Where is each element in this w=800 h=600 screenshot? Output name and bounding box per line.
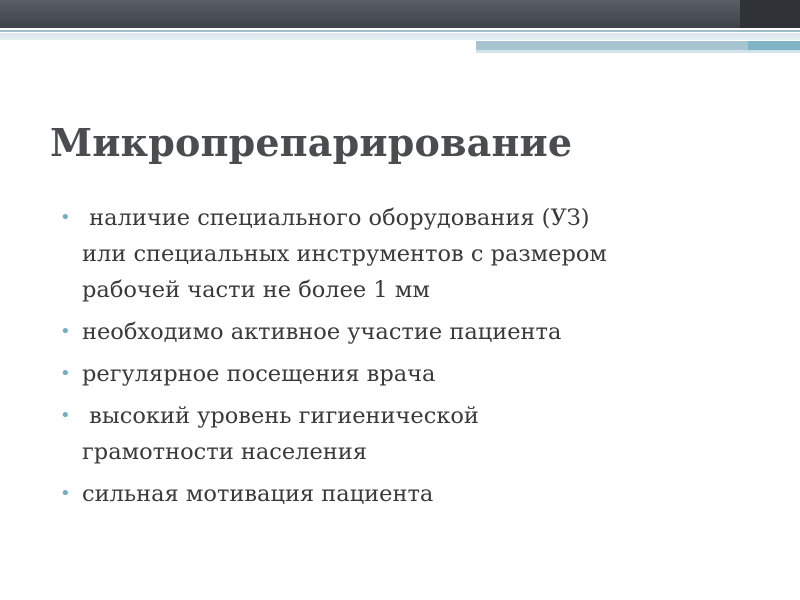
bullet-dot-icon: • (60, 483, 71, 504)
header-cyan-accent (748, 41, 800, 50)
bullet-text: высокий уровень гигиенической грамотности населения (82, 403, 479, 465)
bullet-item-equipment (58, 200, 748, 308)
bullet-dot-icon: • (60, 207, 71, 228)
bullet-text: необходимо активное участие пациента (82, 319, 562, 345)
header-thin-line (0, 30, 800, 32)
header-dark-bar (0, 0, 800, 28)
bullet-item-patient-participation (58, 314, 748, 350)
bullet-item-motivation (58, 476, 748, 512)
bullet-list (58, 200, 748, 518)
bullet-dot-icon: • (60, 321, 71, 342)
slide-title: Микропрепарирование (50, 120, 573, 165)
bullet-text: сильная мотивация пациента (82, 481, 434, 507)
header-light-bar (0, 33, 800, 40)
bullet-text: регулярное посещения врача (82, 361, 436, 387)
header-dark-accent (740, 0, 800, 28)
bullet-text: наличие специального оборудования (УЗ) или специальных инструментов с размером рабочей части не более 1 мм (82, 205, 607, 303)
header-blue-bar-light (476, 50, 800, 53)
bullet-item-hygiene-literacy (58, 398, 748, 470)
bullet-dot-icon: • (60, 363, 71, 384)
bullet-dot-icon: • (60, 405, 71, 426)
bullet-item-regular-visits (58, 356, 748, 392)
